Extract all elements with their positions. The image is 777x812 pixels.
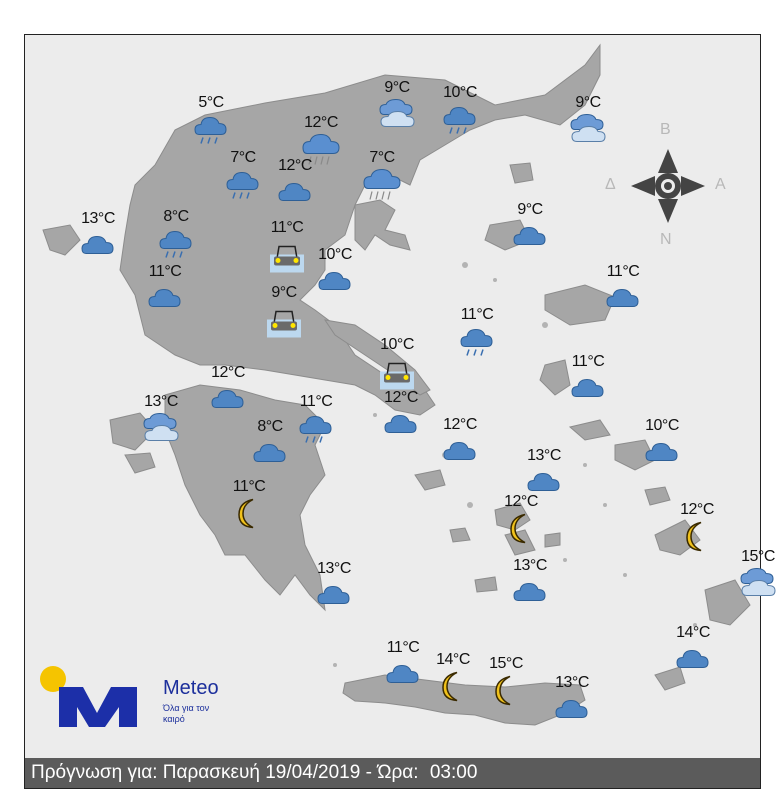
compass-south-label: N (660, 231, 672, 248)
forecast-temp: 9°C (384, 79, 410, 96)
cloud-icon (317, 268, 353, 301)
forecast-temp: 12°C (211, 364, 245, 381)
forecast-temp: 12°C (278, 157, 312, 174)
forecast-temp: 12°C (504, 493, 538, 510)
forecast-temp: 8°C (163, 208, 189, 225)
forecast-temp: 13°C (317, 560, 351, 577)
forecast-temp: 13°C (555, 674, 589, 691)
forecast-temp: 11°C (299, 393, 333, 410)
moon-icon (233, 497, 265, 536)
cloud-icon (512, 579, 548, 612)
cloud-icon (570, 375, 606, 408)
compass-west-label: Δ (605, 176, 616, 193)
forecast-temp: 14°C (436, 651, 470, 668)
forecast-temp: 13°C (81, 210, 115, 227)
logo-tagline: Όλα για τον καιρό (163, 703, 210, 724)
cloud-icon (383, 411, 419, 444)
forecast-temp: 13°C (513, 557, 547, 574)
fog-icon (264, 300, 304, 345)
rain-cloud-icon (225, 168, 261, 207)
snow-cloud-icon (739, 568, 777, 605)
weather-map (24, 34, 775, 789)
rain-cloud-icon (442, 103, 478, 142)
forecast-separator: - (365, 762, 378, 783)
forecast-footer (25, 758, 760, 788)
moon-icon (490, 674, 522, 713)
cloud-icon (252, 440, 288, 473)
forecast-day: Παρασκευή (162, 762, 260, 783)
forecast-temp: 13°C (527, 447, 561, 464)
forecast-temp: 11°C (460, 306, 494, 323)
moon-icon (437, 670, 469, 709)
meteo-logo (39, 663, 219, 743)
rain-cloud-icon (158, 227, 194, 266)
compass-north-label: B (660, 121, 671, 138)
cloud-icon (605, 285, 641, 318)
cloud-icon (277, 179, 313, 212)
forecast-temp: 10°C (443, 84, 477, 101)
cloud-icon (316, 582, 352, 615)
thunderstorm-icon (362, 167, 402, 208)
forecast-temp: 8°C (257, 418, 283, 435)
meteo-mark-icon (39, 663, 159, 743)
logo-name: Meteo (163, 677, 219, 699)
forecast-date: 19/04/2019 (265, 762, 361, 783)
compass-arrows-icon (603, 121, 733, 251)
forecast-temp: 10°C (318, 246, 352, 263)
forecast-temp: 12°C (680, 501, 714, 518)
forecast-temp: 11°C (606, 263, 640, 280)
forecast-temp: 11°C (386, 639, 420, 656)
rain-cloud-icon (459, 325, 495, 364)
forecast-temp: 12°C (304, 114, 338, 131)
forecast-temp: 9°C (517, 201, 543, 218)
snow-cloud-icon (378, 99, 416, 136)
forecast-temp: 13°C (144, 393, 178, 410)
forecast-temp: 9°C (271, 284, 297, 301)
forecast-temp: 11°C (148, 263, 182, 280)
moon-icon (505, 512, 537, 551)
forecast-temp: 11°C (571, 353, 605, 370)
forecast-temp: 14°C (676, 624, 710, 641)
compass-rose (603, 121, 733, 251)
cloud-icon (80, 232, 116, 265)
cloud-icon (147, 285, 183, 318)
cloud-icon (644, 439, 680, 472)
cloud-icon (675, 646, 711, 679)
forecast-temp: 15°C (741, 548, 775, 565)
forecast-temp: 7°C (369, 149, 395, 166)
cloud-icon (554, 696, 590, 729)
cloud-icon (210, 386, 246, 419)
forecast-time-label: Ώρα: (377, 762, 419, 783)
forecast-temp: 7°C (230, 149, 256, 166)
forecast-temp: 10°C (645, 417, 679, 434)
forecast-temp: 10°C (380, 336, 414, 353)
forecast-temp: 11°C (232, 478, 266, 495)
snow-cloud-icon (142, 413, 180, 450)
cloud-icon (385, 661, 421, 694)
compass-east-label: A (715, 176, 726, 193)
forecast-temp: 5°C (198, 94, 224, 111)
fog-icon (267, 235, 307, 280)
moon-icon (681, 520, 713, 559)
forecast-label: Πρόγνωση για: (31, 762, 158, 783)
forecast-temp: 11°C (270, 219, 304, 236)
rain-cloud-icon (298, 412, 334, 451)
forecast-temp: 9°C (575, 94, 601, 111)
forecast-time: 03:00 (429, 762, 478, 783)
snow-cloud-icon (569, 114, 607, 151)
cloud-icon (512, 223, 548, 256)
forecast-temp: 12°C (443, 416, 477, 433)
forecast-temp: 12°C (384, 389, 418, 406)
forecast-temp: 15°C (489, 655, 523, 672)
rain-cloud-icon (193, 113, 229, 152)
cloud-icon (442, 438, 478, 471)
